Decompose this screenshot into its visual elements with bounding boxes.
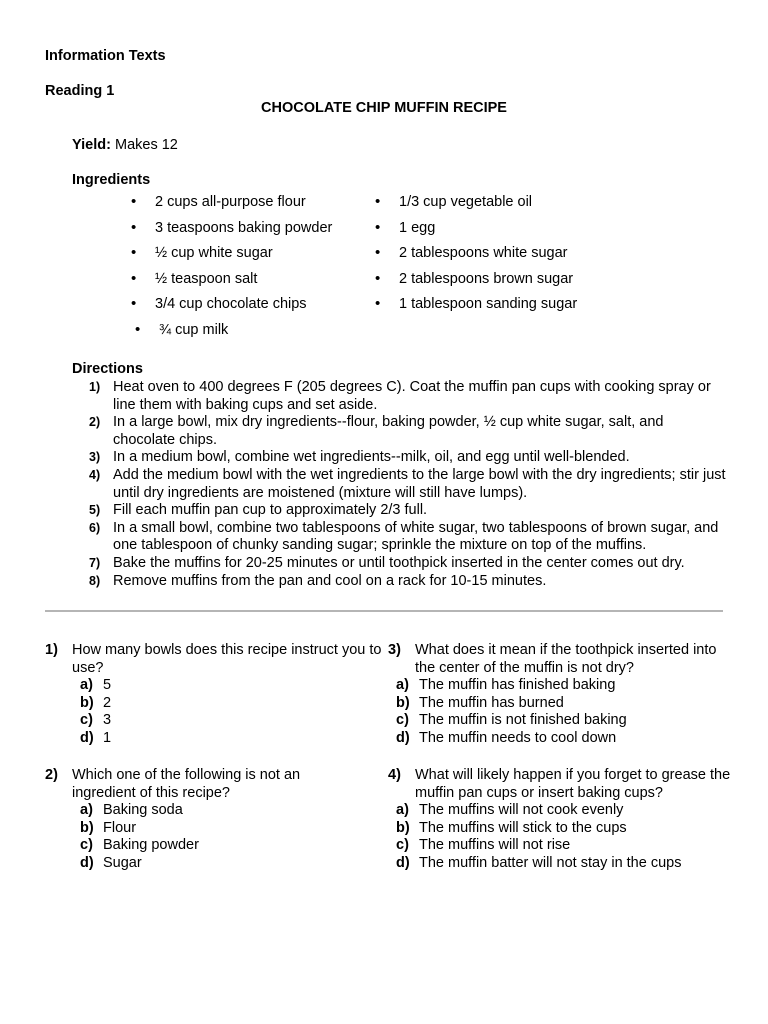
- ingredient-text: 2 cups all-purpose flour: [155, 194, 306, 210]
- direction-step: [89, 467, 729, 502]
- option-letter: a): [80, 802, 93, 819]
- answer-option: [80, 802, 345, 820]
- option-letter: a): [80, 677, 93, 694]
- step-text: Heat oven to 400 degrees F (205 degrees C). Coat the muffin pan cups with cooking spray or line them with baking cups and set aside.: [113, 379, 711, 413]
- ingredient-text: 3/4 cup chocolate chips: [155, 296, 307, 313]
- ingredient-item: [131, 269, 332, 295]
- ingredient-item: [131, 192, 332, 218]
- answer-option: [396, 695, 733, 713]
- ingredient-text: 2 tablespoons white sugar: [399, 245, 568, 262]
- bullet-icon: •: [131, 244, 137, 262]
- step-text: Add the medium bowl with the wet ingredients to the large bowl with the dry ingredients; stir just until dry ingredients are moistened (mixture will still have lumps).: [113, 466, 726, 501]
- bullet-icon: •: [131, 218, 137, 236]
- ingredients-heading: Ingredients: [72, 172, 151, 188]
- yield-line: [72, 136, 178, 154]
- answer-option: [80, 730, 385, 748]
- answer-options: [396, 677, 733, 747]
- answer-options: [80, 802, 345, 872]
- section-divider: [45, 610, 723, 612]
- directions-heading: Directions: [72, 361, 143, 377]
- ingredient-text: 1 egg: [399, 219, 436, 236]
- step-text: Fill each muffin pan cup to approximately 2/3 full.: [113, 502, 428, 519]
- option-letter: c): [80, 712, 93, 729]
- option-text: 1: [103, 729, 112, 746]
- answer-option: [80, 837, 345, 855]
- answer-option: [396, 712, 733, 730]
- ingredient-text: 1 tablespoon sanding sugar: [399, 296, 578, 313]
- question-number: 1): [45, 642, 58, 658]
- bullet-icon: •: [135, 320, 141, 338]
- step-text: In a large bowl, mix dry ingredients--flour, baking powder, ½ cup white sugar, salt, and chocolate chips.: [113, 414, 664, 448]
- option-text: The muffin is not finished baking: [419, 712, 627, 729]
- ingredient-item: [375, 218, 577, 244]
- step-number: 4): [89, 467, 101, 482]
- step-number: 6): [89, 520, 101, 535]
- yield-value: Makes 12: [114, 137, 178, 153]
- question-block: [45, 767, 345, 873]
- ingredient-text: ½ teaspoon salt: [155, 270, 258, 287]
- ingredient-item: [131, 294, 332, 320]
- directions-list: [89, 379, 729, 590]
- answer-option: [80, 695, 385, 713]
- ingredient-item: [375, 294, 577, 320]
- yield-label: Yield:: [72, 137, 111, 153]
- option-text: 2: [103, 694, 112, 711]
- direction-step: [89, 555, 729, 573]
- step-text: Bake the muffins for 20-25 minutes or until toothpick inserted in the center comes out dry.: [113, 554, 685, 571]
- ingredient-text: ½ cup white sugar: [155, 245, 273, 262]
- direction-step: [89, 502, 729, 520]
- step-text: Remove muffins from the pan and cool on a rack for 10-15 minutes.: [113, 572, 547, 589]
- option-text: Sugar: [103, 854, 142, 871]
- option-text: The muffins will not rise: [419, 837, 571, 854]
- option-text: Flour: [103, 819, 137, 836]
- answer-option: [396, 677, 733, 695]
- step-number: 2): [89, 415, 101, 430]
- ingredient-item: [375, 192, 577, 218]
- direction-step: [89, 414, 729, 449]
- option-letter: c): [80, 837, 93, 854]
- bullet-icon: •: [131, 269, 137, 287]
- question-text: What will likely happen if you forget to grease the muffin pan cups or insert baking cups?: [415, 767, 731, 801]
- option-text: The muffins will stick to the cups: [419, 819, 627, 836]
- step-number: 7): [89, 555, 101, 570]
- option-letter: c): [396, 712, 409, 729]
- bullet-icon: •: [375, 269, 381, 287]
- option-text: 3: [103, 712, 112, 729]
- answer-option: [80, 677, 385, 695]
- option-text: Baking soda: [103, 802, 183, 819]
- option-text: The muffin has burned: [419, 694, 564, 711]
- option-text: The muffin has finished baking: [419, 677, 616, 694]
- option-letter: d): [396, 854, 410, 871]
- option-letter: d): [80, 854, 94, 871]
- ingredient-item: [131, 243, 332, 269]
- direction-step: [89, 573, 729, 591]
- direction-step: [89, 449, 729, 467]
- option-letter: b): [396, 694, 410, 711]
- question-block: [45, 642, 385, 748]
- option-letter: d): [396, 729, 410, 746]
- bullet-icon: •: [375, 218, 381, 236]
- option-letter: b): [80, 694, 94, 711]
- ingredient-text: 2 tablespoons brown sugar: [399, 270, 574, 287]
- answer-option: [396, 837, 733, 855]
- question-text: How many bowls does this recipe instruct you to use?: [72, 642, 382, 676]
- option-text: The muffin needs to cool down: [419, 729, 617, 746]
- bullet-icon: •: [131, 295, 137, 313]
- step-text: In a small bowl, combine two tablespoons of white sugar, two tablespoons of brown sugar, and one tablespoon of chunky sanding sugar; sprinkle the mixture on top of the muffins.: [113, 519, 719, 554]
- option-text: The muffin batter will not stay in the cups: [419, 854, 682, 871]
- step-number: 1): [89, 380, 101, 394]
- option-text: The muffins will not cook evenly: [419, 802, 624, 819]
- option-letter: a): [396, 677, 409, 694]
- question-number: 2): [45, 767, 58, 783]
- question-block: [388, 642, 733, 748]
- answer-option: [396, 855, 733, 873]
- ingredient-item: [375, 243, 577, 269]
- recipe-title: CHOCOLATE CHIP MUFFIN RECIPE: [261, 100, 507, 116]
- ingredient-item: [135, 320, 332, 346]
- question-number: 4): [388, 767, 401, 783]
- step-number: 3): [89, 450, 101, 465]
- ingredient-text: 3 teaspoons baking powder: [155, 219, 333, 236]
- direction-step: [89, 379, 729, 414]
- option-letter: d): [80, 729, 94, 746]
- option-letter: b): [396, 819, 410, 836]
- bullet-icon: •: [375, 244, 381, 262]
- option-text: 5: [103, 677, 112, 694]
- answer-option: [80, 820, 345, 838]
- ingredient-text: 1/3 cup vegetable oil: [399, 194, 533, 210]
- bullet-icon: •: [131, 193, 137, 210]
- ingredient-item: [131, 218, 332, 244]
- answer-options: [396, 802, 733, 872]
- ingredients-list-right: [375, 192, 577, 320]
- question-text: What does it mean if the toothpick inserted into the center of the muffin is not dry?: [415, 642, 717, 676]
- section-label: Information Texts: [45, 48, 166, 64]
- question-text: Which one of the following is not an ingredient of this recipe?: [72, 767, 301, 801]
- option-letter: a): [396, 802, 409, 819]
- answer-option: [396, 820, 733, 838]
- ingredients-list-left: [131, 192, 332, 346]
- option-letter: b): [80, 819, 94, 836]
- answer-option: [396, 730, 733, 748]
- step-number: 5): [89, 503, 101, 518]
- answer-options: [80, 677, 385, 747]
- question-number: 3): [388, 642, 401, 658]
- reading-label: Reading 1: [45, 83, 115, 99]
- bullet-icon: •: [375, 295, 381, 313]
- bullet-icon: •: [375, 193, 381, 210]
- direction-step: [89, 520, 729, 555]
- answer-option: [80, 712, 385, 730]
- ingredient-item: [375, 269, 577, 295]
- step-number: 8): [89, 573, 101, 588]
- option-letter: c): [396, 837, 409, 854]
- question-block: [388, 767, 733, 873]
- answer-option: [396, 802, 733, 820]
- answer-option: [80, 855, 345, 873]
- ingredient-text: ¾ cup milk: [159, 321, 229, 338]
- step-text: In a medium bowl, combine wet ingredients--milk, oil, and egg until well-blended.: [113, 449, 630, 466]
- option-text: Baking powder: [103, 837, 199, 854]
